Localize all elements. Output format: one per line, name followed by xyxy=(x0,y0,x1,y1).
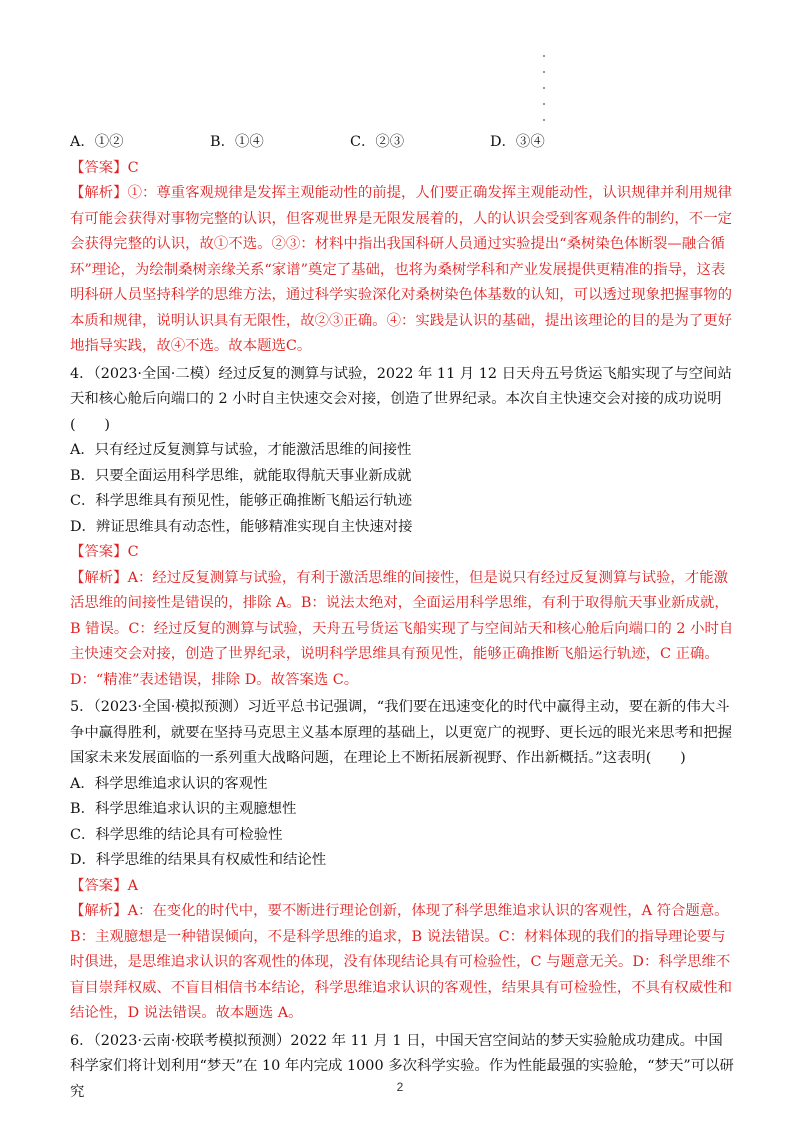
q4-option-b: B．只要全面运用科学思维，就能取得航天事业新成就 xyxy=(70,467,412,484)
margin-dots xyxy=(543,55,547,135)
q4-answer: 【答案】C xyxy=(70,544,139,560)
q3-option-c: C．②③ xyxy=(350,134,405,150)
q4-analysis: 【解析】A：经过反复测算与试验，有利于激活思维的间接性，但是说只有经过反复测算与试验，才能激活思维的间接性是错误的，排除 A。B：说法太绝对，全面运用科学思维，有利于取得航天事业新成就，B 错误。C：经过反复的测算与试验，天舟五号货运飞船实现了与空间站天和核心舱后向端口的 2 小时自主快速交会对接，创造了世界纪录，说明科学思维具有预见性，能够正确推断飞船运行轨迹，C 正确。D：“精准”表述错误，排除 D。故答案选 C。 xyxy=(70,569,734,688)
page-content xyxy=(70,130,736,1105)
q4-option-c: C．科学思维具有预见性，能够正确推断飞船运行轨迹 xyxy=(70,493,412,509)
q5-option-b: B．科学思维追求认识的主观臆想性 xyxy=(70,801,297,817)
q4-stem: 4．（2023·全国·二模）经过反复的测算与试验，2022 年 11 月 12 日天舟五号货运飞船实现了与空间站天和核心舱后向端口的 2 小时自主快速交会对接，创造了世界纪录。本次自主快速交会对接的成功说明( ) xyxy=(70,365,732,433)
q5-option-c: C．科学思维的结论具有可检验性 xyxy=(70,826,283,843)
q3-options xyxy=(70,130,736,156)
q5-option-a: A．科学思维追求认识的客观性 xyxy=(70,775,268,792)
q3-option-b: B．①④ xyxy=(210,134,264,150)
q4-option-d: D．辨证思维具有动态性，能够精准实现自主快速对接 xyxy=(70,518,413,535)
q3-option-d: D．③④ xyxy=(490,134,545,150)
q6-stem: 6．（2023·云南·校联考模拟预测）2022 年 11 月 1 日，中国天宫空间站的梦天实验舱成功建成。中国科学家们将计划利用“梦天”在 10 年内完成 1000 多次科学实验。作为性能最强的实验舱，“梦天”可以研究 xyxy=(70,1032,734,1100)
q4-option-a: A．只有经过反复测算与试验，才能激活思维的间接性 xyxy=(70,442,412,458)
q5-answer: 【答案】A xyxy=(70,877,138,894)
page-number: 2 xyxy=(396,1080,404,1094)
q5-stem: 5．（2023·全国·模拟预测）习近平总书记强调，“我们要在迅速变化的时代中赢得主动，要在新的伟大斗争中赢得胜利，就要在坚持马克思主义基本原理的基础上，以更宽广的视野、更长远的眼光来思考和把握国家未来发展面临的一系列重大战略问题，在理论上不断拓展新视野、作出新概括。”这表明( ) xyxy=(70,699,732,766)
q3-option-a: A．①② xyxy=(70,134,124,150)
q3-answer: 【答案】C xyxy=(70,159,139,176)
q5-analysis: 【解析】A：在变化的时代中，要不断进行理论创新，体现了科学思维追求认识的客观性，A 符合题意。B：主观臆想是一种错误倾向，不是科学思维的追求，B 说法错误。C：材料体现的我们的指导理论要与时俱进，是思维追求认识的客观性的体现，没有体现结论具有可检验性，C 与题意无关。D：科学思维不盲目崇拜权威、不盲目相信书本结论，科学思维追求认识的客观性，结果具有可检验性，不具有权威性和结论性，D 说法错误。故本题选 A。 xyxy=(70,903,732,1021)
q5-option-d: D．科学思维的结果具有权威性和结论性 xyxy=(70,852,327,868)
q3-analysis: 【解析】①：尊重客观规律是发挥主观能动性的前提，人们要正确发挥主观能动性，认识规律并利用规律有可能会获得对事物完整的认识，但客观世界是无限发展着的，人的认识会受到客观条件的制约，不一定会获得完整的认识，故①不选。②③：材料中指出我国科研人员通过实验提出“桑树染色体断裂—融合循环”理论，为绘制桑树亲缘关系“家谱”奠定了基础，也将为桑树学科和产业发展提供更精准的指导，这表明科研人员坚持科学的思维方法，通过科学实验深化对桑树染色体基数的认知，可以透过现象把握事物的本质和规律，说明认识具有无限性，故②③正确。④：实践是认识的基础，提出该理论的目的是为了更好地指导实践，故④不选。故本题选C。 xyxy=(70,185,732,354)
